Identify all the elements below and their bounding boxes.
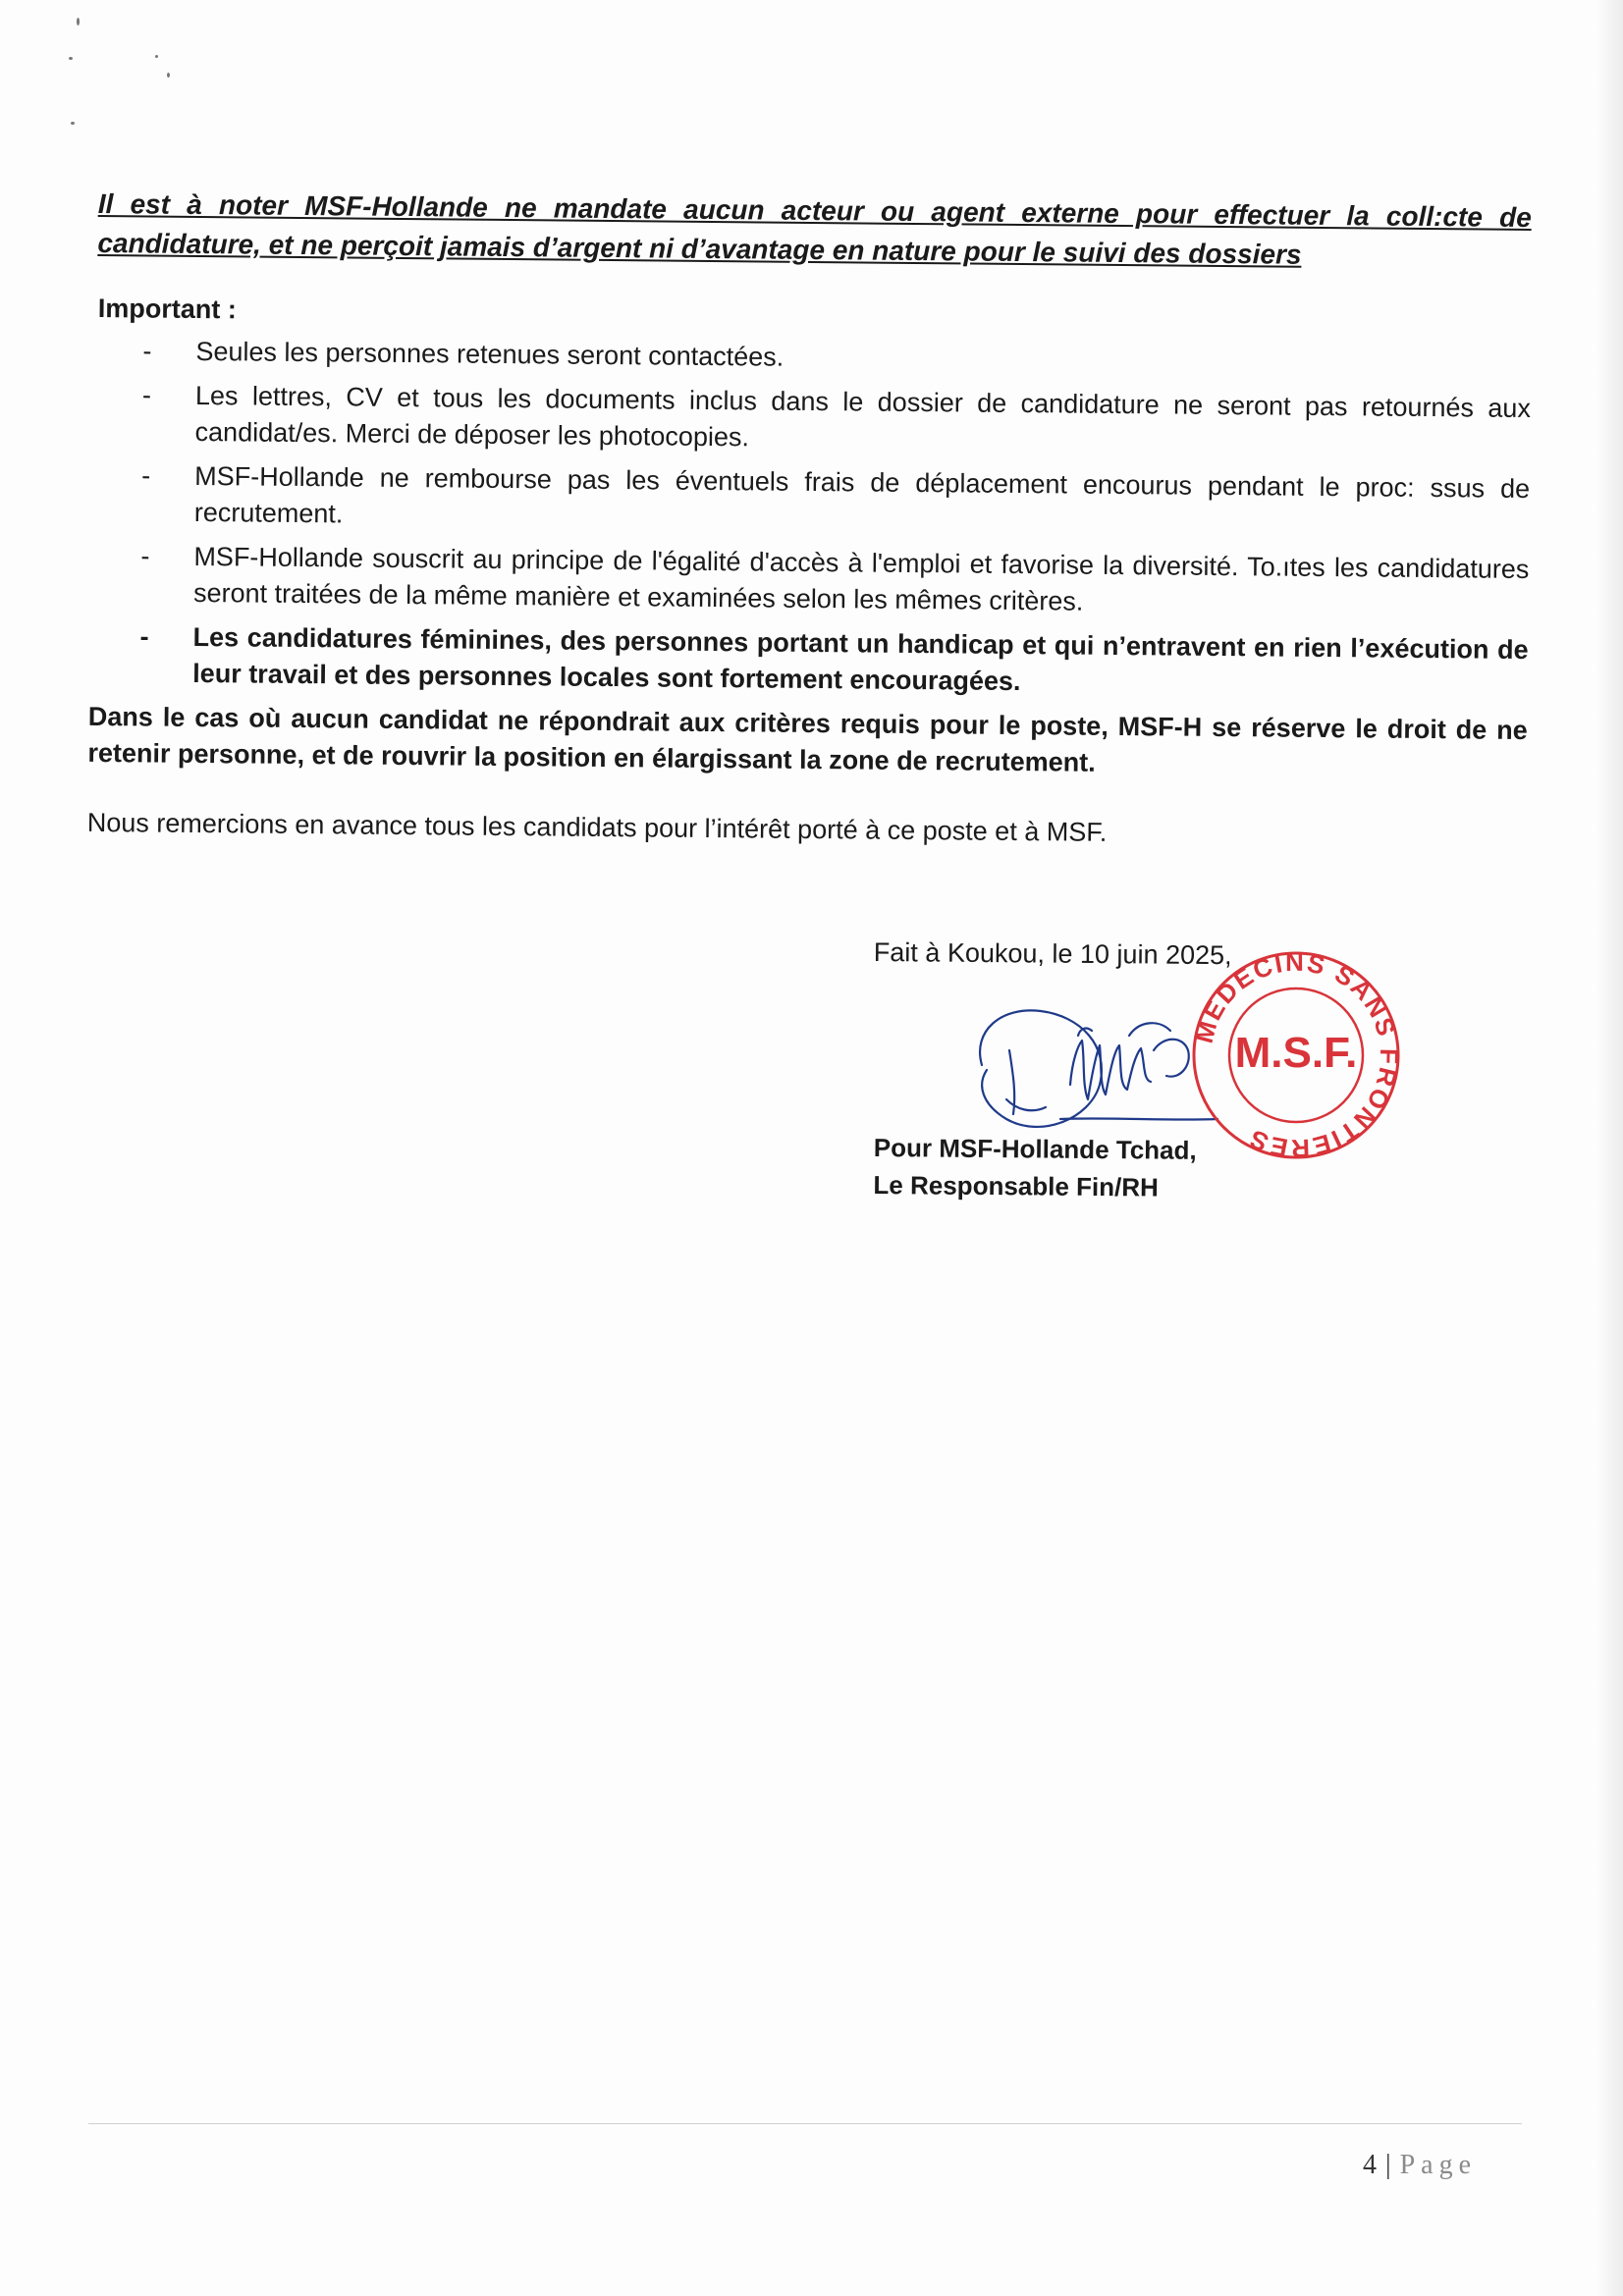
signature-area <box>874 937 1502 1232</box>
bullet-dash: - <box>139 621 149 652</box>
important-section <box>86 291 1532 855</box>
no-candidate-paragraph: Dans le cas où aucun candidat ne répondrait aux critères requis pour le poste, MSF-H se réserve le droit de ne retenir personne, et de rouvrir la position en élargissant la zone de recrutement. <box>87 701 1528 777</box>
bullet-item <box>94 618 1529 705</box>
bullet-text: Les lettres, CV et tous les documents inclus dans le dossier de candidature ne seront pas retournés aux candidat/es. Merci de déposer les photocopies. <box>194 380 1532 453</box>
bullet-dash: - <box>141 380 152 410</box>
page-separator: | <box>1385 2150 1392 2180</box>
notice-text: Il est à noter MSF-Hollande ne mandate aucun acteur ou agent externe pour effectuer la coll:cte de candidature, et ne perçoit jamais d’argent ni d’avantage en nature pour le suivi des dossiers <box>97 187 1532 270</box>
bullet-item <box>96 457 1531 544</box>
bullet-item <box>95 538 1530 624</box>
stamp-center-text: M.S.F. <box>1234 1029 1358 1077</box>
signer-organization: Pour MSF-Hollande Tchad, <box>873 1132 1197 1165</box>
page-number-footer <box>1363 2150 1477 2181</box>
msf-stamp <box>1188 937 1404 1173</box>
bullet-dash: - <box>142 336 152 366</box>
bullet-text: Seules les personnes retenues seront contactées. <box>195 336 784 372</box>
bullet-text: Les candidatures féminines, des personnes portant un handicap et qui n’entravent en rien l’exécution de leur travail et des personnes locales sont fortement encouragées. <box>192 621 1529 697</box>
bullet-item <box>96 377 1531 463</box>
important-title: Important : <box>97 293 237 325</box>
signer-block <box>873 1129 1197 1206</box>
bullet-dash: - <box>140 541 150 571</box>
scan-edge-shadow <box>1593 0 1623 2296</box>
page-word: Page <box>1399 2150 1478 2180</box>
bullet-dash: - <box>141 460 151 491</box>
signer-role: Le Responsable Fin/RH <box>873 1169 1160 1202</box>
footer-divider <box>88 2123 1522 2124</box>
bullet-text: MSF-Hollande souscrit au principe de l'égalité d'accès à l'emploi et favorise la diversité. To.ıtes les candidatures seront traitées de la même manière et examinées selon les mêmes critères. <box>192 541 1530 616</box>
bullet-item <box>97 333 1531 383</box>
thanks-paragraph: Nous remercions en avance tous les candidats pour l’intérêt porté à ce poste et à MSF. <box>86 807 1108 847</box>
bullet-text: MSF-Hollande ne rembourse pas les éventuels frais de déplacement encourus pendant le proc: ssus de recrutement. <box>193 460 1531 529</box>
stamp-ring-text: MEDECINS SANS FRONTIERES <box>1188 946 1404 1164</box>
page-number: 4 <box>1363 2150 1378 2180</box>
place-date: Fait à Koukou, le 10 juin 2025, <box>873 937 1232 971</box>
important-bullet-list <box>94 333 1531 705</box>
